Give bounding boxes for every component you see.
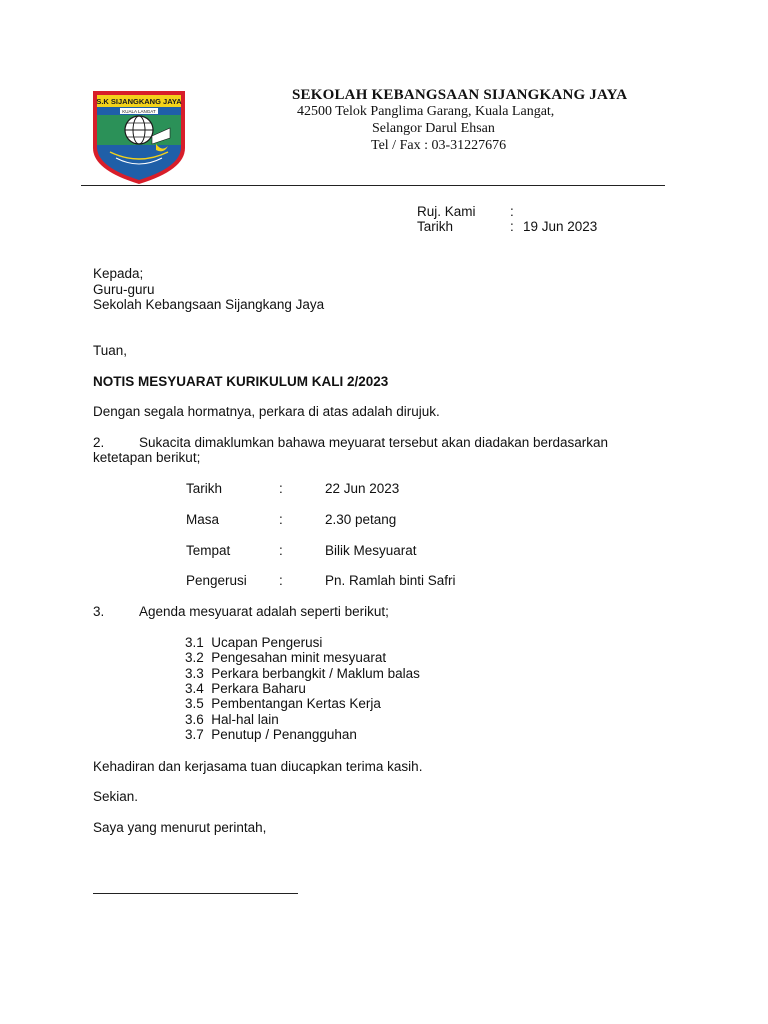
paragraph-2-line-1: Sukacita dimaklumkan bahawa meyuarat tersebut akan diadakan berdasarkan — [139, 435, 609, 450]
crest-subtitle-text: KUALA LANGAT — [122, 109, 156, 114]
tarikh-value: 19 Jun 2023 — [523, 219, 598, 234]
agenda-item: 3.2 Pengesahan minit mesyuarat — [185, 650, 387, 665]
detail-value: 2.30 petang — [325, 512, 397, 527]
detail-colon: : — [279, 543, 283, 558]
phone-fax: Tel / Fax : 03-31227676 — [371, 138, 507, 153]
agenda-item: 3.6 Hal-hal lain — [185, 712, 279, 727]
recipient-line-2: Sekolah Kebangsaan Sijangkang Jaya — [93, 297, 325, 312]
paragraph-2-line-2: ketetapan berikut; — [93, 450, 201, 465]
agenda-item: 3.4 Perkara Baharu — [185, 681, 306, 696]
address-line-2: Selangor Darul Ehsan — [372, 121, 495, 136]
salutation: Tuan, — [93, 343, 128, 358]
detail-label: Tarikh — [186, 481, 223, 496]
detail-value: Pn. Ramlah binti Safri — [325, 573, 456, 588]
tarikh-colon: : — [510, 219, 514, 234]
detail-label: Tempat — [186, 543, 231, 558]
closing-sekian: Sekian. — [93, 789, 139, 804]
detail-label: Pengerusi — [186, 573, 247, 588]
paragraph-3-number: 3. — [93, 604, 105, 619]
agenda-item: 3.1 Ucapan Pengerusi — [185, 635, 323, 650]
letter-subject: NOTIS MESYUARAT KURIKULUM KALI 2/2023 — [93, 374, 389, 389]
detail-colon: : — [279, 481, 283, 496]
closing-thanks: Kehadiran dan kerjasama tuan diucapkan terima kasih. — [93, 759, 423, 774]
paragraph-3-text: Agenda mesyuarat adalah seperti berikut; — [139, 604, 389, 619]
letterhead-divider — [81, 185, 665, 186]
ruj-kami-label: Ruj. Kami — [417, 204, 476, 219]
paragraph-1: Dengan segala hormatnya, perkara di atas adalah dirujuk. — [93, 404, 440, 419]
address-line-1: 42500 Telok Panglima Garang, Kuala Langat, — [297, 104, 555, 119]
school-crest-logo — [90, 88, 188, 186]
detail-label: Masa — [186, 512, 220, 527]
agenda-item: 3.5 Pembentangan Kertas Kerja — [185, 696, 381, 711]
signature-line — [93, 893, 298, 894]
agenda-item: 3.7 Penutup / Penangguhan — [185, 727, 357, 742]
ruj-kami-colon: : — [510, 204, 514, 219]
closing-signoff: Saya yang menurut perintah, — [93, 820, 267, 835]
detail-colon: : — [279, 512, 283, 527]
school-name: SEKOLAH KEBANGSAAN SIJANGKANG JAYA — [292, 87, 628, 103]
detail-value: 22 Jun 2023 — [325, 481, 400, 496]
recipient-to: Kepada; — [93, 266, 144, 281]
detail-value: Bilik Mesyuarat — [325, 543, 417, 558]
paragraph-2-number: 2. — [93, 435, 105, 450]
crest-title-text: S.K SIJANGKANG JAYA — [96, 97, 182, 106]
tarikh-label: Tarikh — [417, 219, 454, 234]
recipient-line-1: Guru-guru — [93, 282, 155, 297]
detail-colon: : — [279, 573, 283, 588]
agenda-item: 3.3 Perkara berbangkit / Maklum balas — [185, 666, 420, 681]
